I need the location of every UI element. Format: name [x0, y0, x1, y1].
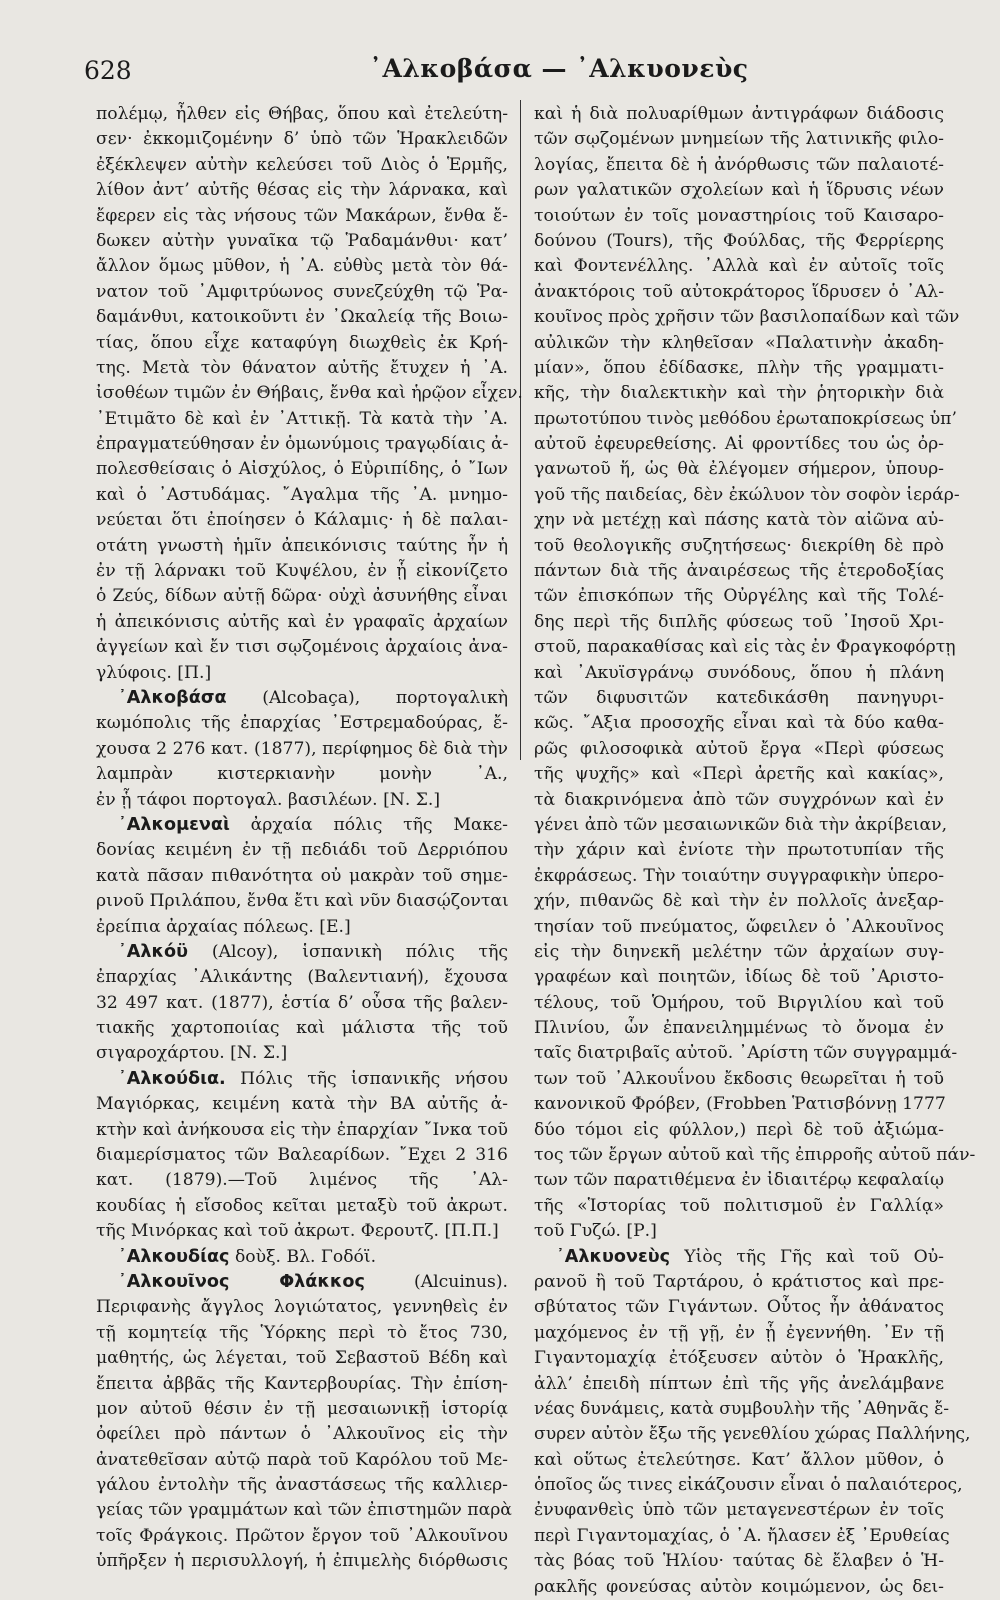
line-text: γάλου ἐντολὴν τῆς ἀναστάσεως τῆς καλλιερ-: [96, 1475, 508, 1496]
text-line: [534, 838, 944, 863]
entry-headword: ᾽Αλκόϋ: [118, 941, 189, 962]
line-text: τῆς ψυχῆς» καὶ «Περὶ ἀρετῆς καὶ κακίας»,: [534, 764, 944, 785]
text-line: [96, 1346, 508, 1371]
line-text: τίας, ὅπου εἶχε καταφύγη διωχθεὶς ἐκ Κρή-: [96, 332, 508, 353]
line-text: ἐρείπια ἀρχαίας πόλεως. [Ε.]: [96, 916, 351, 937]
line-text: ρανοῦ ἢ τοῦ Ταρτάρου, ὁ κράτιστος καὶ πρε-: [534, 1271, 944, 1292]
line-text: 32 497 κατ. (1877), ἑστία δ’ οὖσα τῆς βαλεν-: [96, 992, 508, 1013]
entry-line: [96, 1245, 508, 1270]
left-column: [96, 102, 523, 1572]
text-line: [534, 1143, 976, 1168]
text-line: [96, 559, 508, 584]
line-text: καὶ ὁ ᾽Αστυδάμας. ῎Αγαλμα τῆς ᾽Α. μνημο-: [96, 484, 508, 505]
text-line: [96, 1473, 508, 1498]
line-text: νεύεται ὅτι ἐποίησεν ὁ Κάλαμις· ἡ δὲ παλαι-: [96, 510, 508, 531]
text-line: [534, 762, 944, 787]
text-line: [534, 788, 944, 813]
text-line: [534, 178, 944, 203]
text-line: [534, 1295, 944, 1320]
text-line: [534, 584, 944, 609]
text-line: [534, 1067, 944, 1092]
line-text: τοιούτων ἐν τοῖς μοναστηρίοις τοῦ Καισαρο-: [534, 205, 944, 226]
line-text: κουδίας ἡ εἴσοδος κεῖται μεταξὺ τοῦ ἀκρωτ.: [96, 1195, 508, 1216]
line-text: γλύφοις. [Π.]: [96, 662, 212, 683]
text-line: [534, 1194, 944, 1219]
text-line: [534, 280, 944, 305]
text-line: [96, 584, 508, 609]
line-text: δης περὶ τῆς διπλῆς φύσεως τοῦ ᾽Ιησοῦ Χρι-: [534, 611, 944, 632]
column-rule: [520, 100, 521, 760]
line-text: ἀρχαία πόλις τῆς Μακε-: [229, 814, 508, 835]
line-text: αὐλικῶν τὴν κληθεῖσαν «Παλατινὴν ἀκαδη-: [534, 332, 944, 353]
line-text: ἀγγείων καὶ ἔν τισι σῳζομένοις ἀρχαίοις ἀνα-: [96, 637, 508, 658]
entry-line: [96, 1067, 508, 1092]
line-text: ἀνατεθεῖσαν αὐτῷ παρὰ τοῦ Καρόλου τοῦ Με-: [96, 1449, 508, 1470]
text-line: [534, 229, 944, 254]
line-text: ἀλλ’ ἐπειδὴ πίπτων ἐπὶ τῆς γῆς ἀνελάμβανε: [534, 1373, 944, 1394]
line-text: κατ. (1879).—Τοῦ λιμένος τῆς ᾽Αλ-: [96, 1170, 508, 1191]
line-text: ἀνακτόροις τοῦ αὐτοκράτορος ἵδρυσεν ὁ ᾽Αλ-: [534, 281, 944, 302]
text-line: [534, 940, 944, 965]
line-text: κουῖνος πρὸς χρῆσιν τῶν βασιλοπαίδων καὶ τῶν: [534, 307, 960, 328]
text-line: [534, 305, 960, 330]
line-text: περὶ Γιγαντομαχίας, ὁ ᾽Α. ἤλασεν ἐξ ᾽Ερυθείας: [534, 1525, 950, 1546]
text-line: [96, 788, 508, 813]
text-line: [534, 331, 944, 356]
text-line: [534, 686, 944, 711]
text-line: [534, 381, 944, 406]
line-text: τῆς Μινόρκας καὶ τοῦ ἀκρωτ. Φερουτζ. [Π.Π.]: [96, 1221, 499, 1242]
line-text: (Alcobaça), πορτογαλικὴ: [226, 687, 508, 708]
line-text: δούνου (Tours), τῆς Φούλδας, τῆς Φερρίερης: [534, 230, 944, 251]
line-text: λίθον ἀντ’ αὐτῆς θέσας εἰς τὴν λάρνακα, καὶ: [96, 180, 508, 201]
text-line: [96, 204, 508, 229]
line-text: τησίαν τοῦ πνεύματος, ὤφειλεν ὁ ᾽Αλκουῖνος: [534, 916, 944, 937]
line-text: μίαν», ὅπου ἐδίδασκε, πλὴν τῆς γραμματι-: [534, 357, 944, 378]
line-text: ᾽Ετιμᾶτο δὲ καὶ ἐν ᾽Αττικῇ. Τὰ κατὰ τὴν ᾽Α.: [96, 408, 508, 429]
line-text: Υἱὸς τῆς Γῆς καὶ τοῦ Οὐ-: [670, 1246, 944, 1267]
text-line: [534, 1168, 944, 1193]
text-line: [96, 432, 508, 457]
entry-headword: ᾽Αλκούδια.: [118, 1068, 226, 1089]
line-text: (Alcuinus).: [364, 1271, 508, 1292]
line-text: ἐν ᾗ τάφοι πορτογαλ. βασιλέων. [Ν. Σ.]: [96, 789, 441, 810]
text-line: [96, 1168, 508, 1193]
text-line: [96, 661, 508, 686]
text-line: [96, 1524, 508, 1549]
line-text: σβύτατος τῶν Γιγάντων. Οὗτος ἦν ἀθάνατος: [534, 1297, 944, 1318]
line-text: μον αὐτοῦ θέσιν ἐν τῇ μεσαιωνικῇ ἱστορίᾳ: [96, 1398, 508, 1419]
text-line: [534, 534, 944, 559]
text-line: [534, 1321, 944, 1346]
line-text: ὀφείλει πρὸ πάντων ὁ ᾽Αλκουῖνος εἰς τὴν: [96, 1424, 508, 1445]
text-line: [534, 1473, 963, 1498]
line-text: τοῦ θεολογικῆς συζητήσεως· διεκρίθη δὲ πρὸ: [534, 535, 944, 556]
text-line: [96, 1498, 512, 1523]
text-line: [96, 280, 508, 305]
text-line: [96, 127, 508, 152]
entry-line: [96, 1270, 508, 1295]
text-line: [534, 1372, 944, 1397]
line-text: καὶ ἡ διὰ πολυαρίθμων ἀντιγράφων διάδοσις: [534, 104, 944, 124]
line-text: τὰ διακρινόμενα ἀπὸ τῶν συγχρόνων καὶ ἐν: [534, 789, 944, 810]
text-line: [534, 1524, 950, 1549]
line-text: ἐπραγματεύθησαν ἐν ὁμωνύμοις τραγῳδίαις ἀ-: [96, 434, 509, 455]
line-text: ἐν τῇ λάρνακι τοῦ Κυψέλου, ἐν ᾗ εἰκονίζετο: [96, 561, 508, 582]
text-line: [534, 737, 944, 762]
line-text: τῆς «Ἱστορίας τοῦ πολιτισμοῦ ἐν Γαλλίᾳ»: [534, 1195, 944, 1216]
line-text: ἐπαρχίας ᾽Αλικάντης (Βαλεντιανή), ἔχουσα: [96, 967, 508, 988]
entry-headword: ᾽Αλκουῖνος Φλάκκος: [118, 1271, 365, 1292]
line-text: τῶν ἐπισκόπων τῆς Οὐργέλης καὶ τῆς Τολέ-: [534, 586, 944, 607]
page-header: [84, 50, 944, 90]
line-text: ρινοῦ Πριλάπου, ἔνθα ἔτι καὶ νῦν διασῴζονται: [96, 891, 509, 912]
line-text: αὐτοῦ ἐφευρεθείσης. Αἱ φροντίδες του ὡς ὀρ-: [534, 434, 944, 455]
line-text: Γιγαντομαχίᾳ ἐτόξευσεν αὐτὸν ὁ Ἡρακλῆς,: [534, 1348, 944, 1369]
line-text: των τοῦ ᾽Αλκουΐνου ἔκδοσις θεωρεῖται ἡ τοῦ: [534, 1068, 944, 1089]
text-line: [534, 1346, 944, 1371]
text-line: [96, 1549, 508, 1574]
text-line: [96, 254, 508, 279]
text-line: [534, 559, 944, 584]
line-text: δωκεν αὐτὴν γυναῖκα τῷ Ῥαδαμάνθυι· κατ’: [96, 230, 508, 251]
line-text: τοῦ Γυζώ. [Ρ.]: [534, 1221, 657, 1242]
text-line: [534, 483, 960, 508]
line-text: χην νὰ μετέχῃ καὶ πάσης κατὰ τὸν αἰῶνα αὐ-: [534, 510, 944, 531]
line-text: ἔπειτα ἀββᾶς τῆς Καντερβουρίας. Τὴν ἐπίση-: [96, 1373, 508, 1394]
line-text: στοῦ, παρακαθίσας καὶ εἰς τὰς ἐν Φραγκοφόρτῃ: [534, 637, 956, 658]
entry-headword: ᾽Αλκοβάσα: [118, 687, 227, 708]
line-text: δοὺξ. Βλ. Γοδόϊ.: [229, 1246, 377, 1267]
line-text: σεν· ἐκκομιζομένην δ’ ὑπὸ τῶν Ἡρακλειδῶν: [96, 129, 508, 150]
line-text: μαχόμενος ἐν τῇ γῇ, ἐν ᾗ ἐγεννήθη. ᾽Εν τῇ: [534, 1322, 944, 1343]
line-text: τιακῆς χαρτοποιίας καὶ μάλιστα τῆς τοῦ: [96, 1018, 508, 1039]
line-text: κωμόπολις τῆς ἐπαρχίας ᾽Εστρεμαδούρας, ἔ-: [96, 713, 508, 734]
text-line: [96, 1194, 508, 1219]
text-line: [96, 1422, 508, 1447]
line-text: ἰσοθέων τιμῶν ἐν Θήβαις, ἔνθα καὶ ἡρῷον εἶχεν.: [96, 383, 523, 404]
line-text: πάντων διὰ τῆς ἀναιρέσεως τῆς ἑτεροδοξίας: [534, 561, 944, 582]
text-line: [96, 737, 508, 762]
text-line: [534, 508, 944, 533]
text-line: [534, 1549, 944, 1574]
text-line: [96, 1118, 508, 1143]
line-text: λογίας, ἔπειτα δὲ ἡ ἀνόρθωσις τῶν παλαιοτέ-: [534, 154, 944, 175]
line-text: τῇ κομητείᾳ τῆς Ὑόρκης περὶ τὸ ἔτος 730,: [96, 1322, 508, 1343]
line-text: γραφέων καὶ ποιητῶν, ἰδίως δὲ τοῦ ᾽Αριστο-: [534, 967, 944, 988]
page-number: 628: [84, 56, 132, 85]
text-line: [534, 661, 944, 686]
text-line: [534, 711, 944, 736]
entry-line: [96, 686, 508, 711]
line-text: ρων γαλατικῶν σχολείων καὶ ἡ ἵδρυσις νέων: [534, 180, 944, 201]
entry-headword: ᾽Αλκομεναὶ: [118, 814, 230, 835]
line-text: ὑπῆρξεν ἡ περισυλλογή, ἡ ἐπιμελὴς διόρθωσις: [96, 1551, 508, 1572]
text-line: [96, 534, 508, 559]
line-text: Μαγιόρκας, κειμένη κατὰ τὴν ΒΑ αὐτῆς ἀ-: [96, 1094, 508, 1115]
text-line: [534, 1118, 944, 1143]
text-line: [96, 635, 508, 660]
text-line: [534, 610, 944, 635]
text-line: [96, 331, 508, 356]
text-line: [534, 1422, 971, 1447]
text-line: [534, 965, 944, 990]
text-line: [534, 864, 944, 889]
entry-line: [96, 813, 508, 838]
line-text: Περιφανὴς ἄγγλος λογιώτατος, γεννηθεὶς ἐν: [96, 1297, 508, 1318]
running-title: ᾽Αλκοβάσα — ᾽Αλκυονεὺς: [369, 54, 749, 83]
text-line: [96, 229, 508, 254]
text-line: [96, 965, 508, 990]
text-line: [96, 1041, 508, 1066]
line-text: ταῖς διατριβαῖς αὐτοῦ. ᾽Αρίστη τῶν συγγραμμά-: [534, 1043, 958, 1064]
text-line: [534, 1498, 944, 1523]
text-line: [534, 1397, 950, 1422]
text-line: [96, 762, 508, 787]
line-text: κτὴν καὶ ἀνήκουσα εἰς τὴν ἐπαρχίαν ῎Ινκα τοῦ: [96, 1119, 508, 1140]
text-line: [96, 711, 508, 736]
text-line: [96, 1372, 508, 1397]
line-text: κῶς. ῎Αξια προσοχῆς εἶναι καὶ τὰ δύο καθα-: [534, 713, 944, 734]
text-line: [96, 1016, 508, 1041]
text-line: [96, 356, 508, 381]
line-text: χουσα 2 276 κατ. (1877), περίφημος δὲ διὰ τὴν: [96, 738, 508, 759]
text-line: [96, 381, 523, 406]
text-line: [534, 1270, 944, 1295]
text-line: [534, 102, 944, 127]
text-line: [96, 102, 508, 127]
line-text: ἐνυφανθεὶς ὑπὸ τῶν μεταγενεστέρων ἐν τοῖς: [534, 1500, 944, 1521]
text-line: [534, 635, 956, 660]
text-line: [96, 178, 508, 203]
line-text: πολέμῳ, ἦλθεν εἰς Θήβας, ὅπου καὶ ἐτελεύτη-: [96, 104, 508, 124]
line-text: καὶ Φοντενέλλης. ᾽Αλλὰ καὶ ἐν αὐτοῖς τοῖς: [534, 256, 944, 277]
line-text: μαθητής, ὡς λέγεται, τοῦ Σεβαστοῦ Βέδη καὶ: [96, 1348, 508, 1369]
entry-line: [96, 940, 508, 965]
line-text: συρεν αὐτὸν ἔξω τῆς γενεθλίου χώρας Παλλήνης,: [534, 1424, 971, 1445]
text-line: [96, 991, 508, 1016]
entry-headword: ᾽Αλκυονεὺς: [556, 1246, 671, 1267]
text-line: [534, 1575, 944, 1600]
line-text: τὰς βόας τοῦ Ἡλίου· ταύτας δὲ ἔλαβεν ὁ Ἡ-: [534, 1551, 944, 1572]
text-line: [96, 153, 508, 178]
text-line: [96, 1143, 508, 1168]
line-text: γείας τῶν γραμμάτων καὶ τῶν ἐπιστημῶν παρὰ: [96, 1500, 512, 1521]
line-text: τῶν σῳζομένων μνημείων τῆς λατινικῆς φιλο-: [534, 129, 944, 150]
text-line: [96, 1295, 508, 1320]
line-text: κανονικοῦ Φρόβεν, (Frobben Ῥατισβόννῃ 1777: [534, 1094, 946, 1115]
line-text: ρακλῆς φονεύσας αὐτὸν κοιμώμενον, ὡς δει-: [534, 1576, 944, 1597]
text-line: [534, 1448, 944, 1473]
line-text: Πόλις τῆς ἱσπανικῆς νήσου: [225, 1068, 508, 1089]
text-line: [96, 1397, 508, 1422]
text-line: [96, 483, 508, 508]
text-line: [96, 864, 508, 889]
text-line: [96, 1219, 508, 1244]
text-line: [96, 889, 508, 914]
line-text: σιγαροχάρτου. [Ν. Σ.]: [96, 1043, 288, 1064]
line-text: Πλινίου, ὧν ἐπανειλημμένως τὸ ὄνομα ἐν: [534, 1018, 944, 1039]
text-line: [534, 356, 944, 381]
line-text: ἡ ἀπεικόνισις αὐτῆς καὶ ἐν γραφαῖς ἀρχαίων: [96, 611, 508, 632]
text-line: [534, 889, 944, 914]
line-text: γανωτοῦ ἥ, ὡς θὰ ἐλέγομεν σήμερον, ὑπουρ-: [534, 459, 944, 480]
entry-headword: ᾽Αλκουδίας: [118, 1246, 230, 1267]
line-text: καὶ οὕτως ἐτελεύτησε. Κατ’ ἄλλον μῦθον, ὁ: [534, 1449, 944, 1470]
line-text: νατον τοῦ ᾽Αμφιτρύωνος συνεζεύχθη τῷ Ῥα-: [96, 281, 508, 302]
line-text: ἔφερεν εἰς τὰς νήσους τῶν Μακάρων, ἔνθα ἔ-: [96, 205, 508, 226]
text-line: [534, 1016, 944, 1041]
line-text: γοῦ τῆς παιδείας, δὲν ἐκώλυον τὸν σοφὸν ἱεράρ-: [534, 484, 960, 505]
text-line: [534, 127, 944, 152]
text-line: [96, 508, 508, 533]
line-text: ρῶς φιλοσοφικὰ αὐτοῦ ἔργα «Περὶ φύσεως: [534, 738, 944, 759]
line-text: διαμερίσματος τῶν Βαλεαρίδων. ῎Εχει 2 316: [96, 1145, 508, 1166]
text-line: [534, 432, 944, 457]
line-text: τὴν χάριν καὶ ἐνίοτε τὴν πρωτοτυπίαν τῆς: [534, 840, 944, 861]
text-line: [96, 457, 508, 482]
text-line: [96, 915, 508, 940]
right-column: [534, 102, 976, 1597]
line-text: γένει ἀπὸ τῶν μεσαιωνικῶν διὰ τὴν ἀκρίβειαν,: [534, 814, 948, 835]
text-line: [534, 991, 944, 1016]
text-line: [534, 153, 944, 178]
line-text: δονίας κειμένη ἐν τῇ πεδιάδι τοῦ Δερριόπου: [96, 840, 508, 861]
line-text: τοῖς Φράγκοις. Πρῶτον ἔργον τοῦ ᾽Αλκουῖνου: [96, 1525, 508, 1546]
text-line: [96, 305, 508, 330]
entry-line: [534, 1245, 944, 1270]
text-line: [534, 407, 957, 432]
text-line: [96, 1092, 508, 1117]
text-line: [96, 1321, 508, 1346]
text-line: [96, 407, 508, 432]
line-text: ἄλλον ὅμως μῦθον, ἡ ᾽Α. εὐθὺς μετὰ τὸν θά-: [96, 256, 508, 277]
line-text: ἐξέκλεψεν αὐτὴν κελεύσει τοῦ Διὸς ὁ Ἑρμῆς,: [96, 154, 508, 175]
text-line: [534, 915, 944, 940]
line-text: δαμάνθυι, κατοικοῦντι ἐν ᾽Ωκαλείᾳ τῆς Βοιω-: [96, 307, 508, 328]
line-text: νέας δυνάμεις, κατὰ συμβουλὴν τῆς ᾽Αθηνᾶς ἔ-: [534, 1398, 950, 1419]
text-line: [534, 813, 948, 838]
line-text: κατὰ πᾶσαν πιθανότητα οὐ μακρὰν τοῦ σημε-: [96, 865, 508, 886]
line-text: χήν, πιθανῶς δὲ καὶ τὴν ἐν πολλοῖς ἀνεξαρ-: [534, 891, 944, 912]
text-line: [534, 204, 944, 229]
text-line: [96, 838, 508, 863]
line-text: λαμπρὰν κιστερκιανὴν μονὴν ᾽Α.,: [96, 764, 508, 785]
line-text: ἐκφράσεως. Τὴν τοιαύτην συγγραφικὴν ὑπερο-: [534, 865, 944, 886]
line-text: της. Μετὰ τὸν θάνατον αὐτῆς ἔτυχεν ἡ ᾽Α.: [96, 357, 508, 378]
line-text: κῆς, τὴν διαλεκτικὴν καὶ τὴν ῥητορικὴν διὰ: [534, 383, 944, 404]
line-text: καὶ ᾽Ακυϊσγράνῳ συνόδους, ὅπου ἡ πλάνη: [534, 662, 944, 683]
line-text: εἰς τὴν διηνεκῆ μελέτην τῶν ἀρχαίων συγ-: [534, 941, 944, 962]
line-text: τέλους, τοῦ Ὁμήρου, τοῦ Βιργιλίου καὶ τοῦ: [534, 992, 944, 1013]
line-text: τῶν διφυσιτῶν κατεδικάσθη πανηγυρι-: [534, 687, 944, 708]
line-text: τος τῶν ἔργων αὐτοῦ καὶ τῆς ἐπιρροῆς αὐτοῦ πάν-: [534, 1145, 976, 1166]
line-text: δύο τόμοι εἰς φύλλον,) περὶ δὲ τοῦ ἀξιώμα-: [534, 1119, 944, 1140]
text-line: [96, 1448, 508, 1473]
line-text: (Alcoy), ἱσπανικὴ πόλις τῆς: [188, 941, 508, 962]
line-text: των τῶν παρατιθέμενα ἐν ἰδιαιτέρῳ κεφαλαίῳ: [534, 1170, 944, 1191]
line-text: ὁποῖος ὥς τινες εἰκάζουσιν εἶναι ὁ παλαιότερος,: [534, 1475, 963, 1496]
line-text: πολεσθείσαις ὁ Αἰσχύλος, ὁ Εὐριπίδης, ὁ ῎Ιων: [96, 459, 508, 480]
text-line: [534, 1041, 958, 1066]
text-line: [96, 610, 508, 635]
line-text: πρωτοτύπου τινὸς μεθόδου ἐρωταποκρίσεως ὑπ’: [534, 408, 957, 429]
text-line: [534, 1092, 944, 1117]
text-line: [534, 254, 944, 279]
line-text: ὁ Ζεύς, δίδων αὐτῇ δῶρα· οὐχὶ ἀσυνήθης εἶναι: [96, 586, 508, 607]
line-text: οτάτη γνωστὴ ἡμῖν ἀπεικόνισις ταύτης ἦν ἡ: [96, 535, 508, 556]
text-line: [534, 1219, 944, 1244]
text-line: [534, 457, 944, 482]
